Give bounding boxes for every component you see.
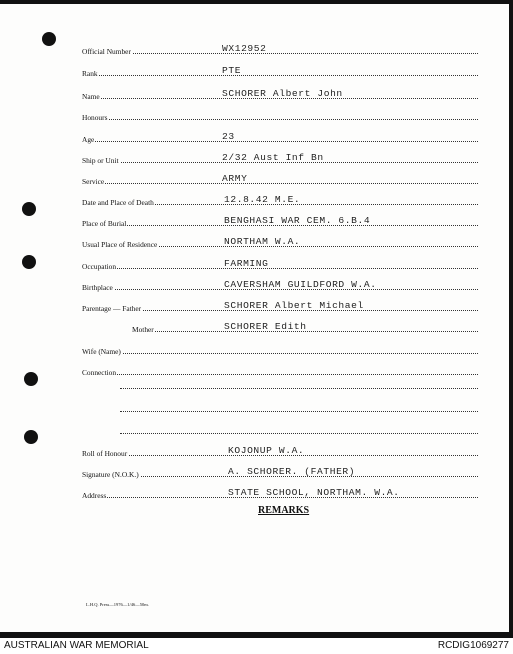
value: CAVERSHAM GUILDFORD W.A. [224,279,377,290]
field-roll-of-honour [82,444,478,458]
value: BENGHASI WAR CEM. 6.B.4 [224,215,371,226]
label: Mother [132,325,154,334]
scan-edge-bottom [0,632,513,638]
field-signature-nok [82,465,478,479]
field-father [82,299,478,313]
scan-edge-top [0,0,513,4]
value: 2/32 Aust Inf Bn [222,152,324,163]
label: Place of Burial [82,219,127,228]
label: Service [82,177,105,186]
field-name [82,87,478,101]
punch-hole [42,32,56,46]
field-wife [82,342,478,356]
label: Connection [82,368,117,377]
label: Roll of Honour [82,449,128,458]
field-mother [82,320,478,334]
field-rank [82,64,478,78]
field-place-of-burial [82,214,478,228]
value: WX12952 [222,43,267,54]
value: 12.8.42 M.E. [224,194,301,205]
label: Date and Place of Death [82,198,154,207]
value: FARMING [224,258,269,269]
value: STATE SCHOOL, NORTHAM. W.A. [228,487,400,498]
remarks-heading: REMARKS [258,505,310,516]
field-service [82,172,478,186]
value: KOJONUP W.A. [228,445,305,456]
value: SCHORER Albert Michael [224,300,364,311]
label: Birthplace [82,283,113,292]
value: 23 [222,131,235,142]
label: Rank [82,69,98,78]
label: Wife (Name) [82,347,121,356]
field-age [82,130,478,144]
connection-line [120,433,478,434]
field-address [82,486,478,500]
field-usual-residence [82,235,478,249]
footer-record-id: RCDIG1069277 [437,640,509,651]
connection-line [120,388,478,389]
field-ship-or-unit [82,151,478,165]
field-honours [82,108,478,122]
connection-line [120,411,478,412]
value: PTE [222,65,242,76]
label: Usual Place of Residence [82,240,158,249]
field-birthplace [82,278,478,292]
printer-note: L.H.Q. Press—1976—1/46—50m. [86,602,149,607]
label: Signature (N.O.K.) [82,470,139,479]
punch-hole [24,372,38,386]
label: Ship or Unit [82,156,119,165]
value: A. SCHORER. (FATHER) [228,466,356,477]
field-occupation [82,257,478,271]
label: Name [82,92,100,101]
punch-hole [22,255,36,269]
scan-edge-right [509,0,513,638]
value: ARMY [222,173,248,184]
punch-hole [24,430,38,444]
field-official-number [82,42,478,56]
value: NORTHAM W.A. [224,236,301,247]
punch-hole [22,202,36,216]
label: Occupation [82,262,117,271]
label: Age [82,135,95,144]
field-date-place-death [82,193,478,207]
label: Official Number [82,47,131,56]
label: Honours [82,113,108,122]
field-connection [82,363,478,377]
footer-source: AUSTRALIAN WAR MEMORIAL [4,640,149,651]
label: Address [82,491,107,500]
label: Parentage — Father [82,304,142,313]
value: SCHORER Albert John [222,88,343,99]
value: SCHORER Edith [224,321,307,332]
